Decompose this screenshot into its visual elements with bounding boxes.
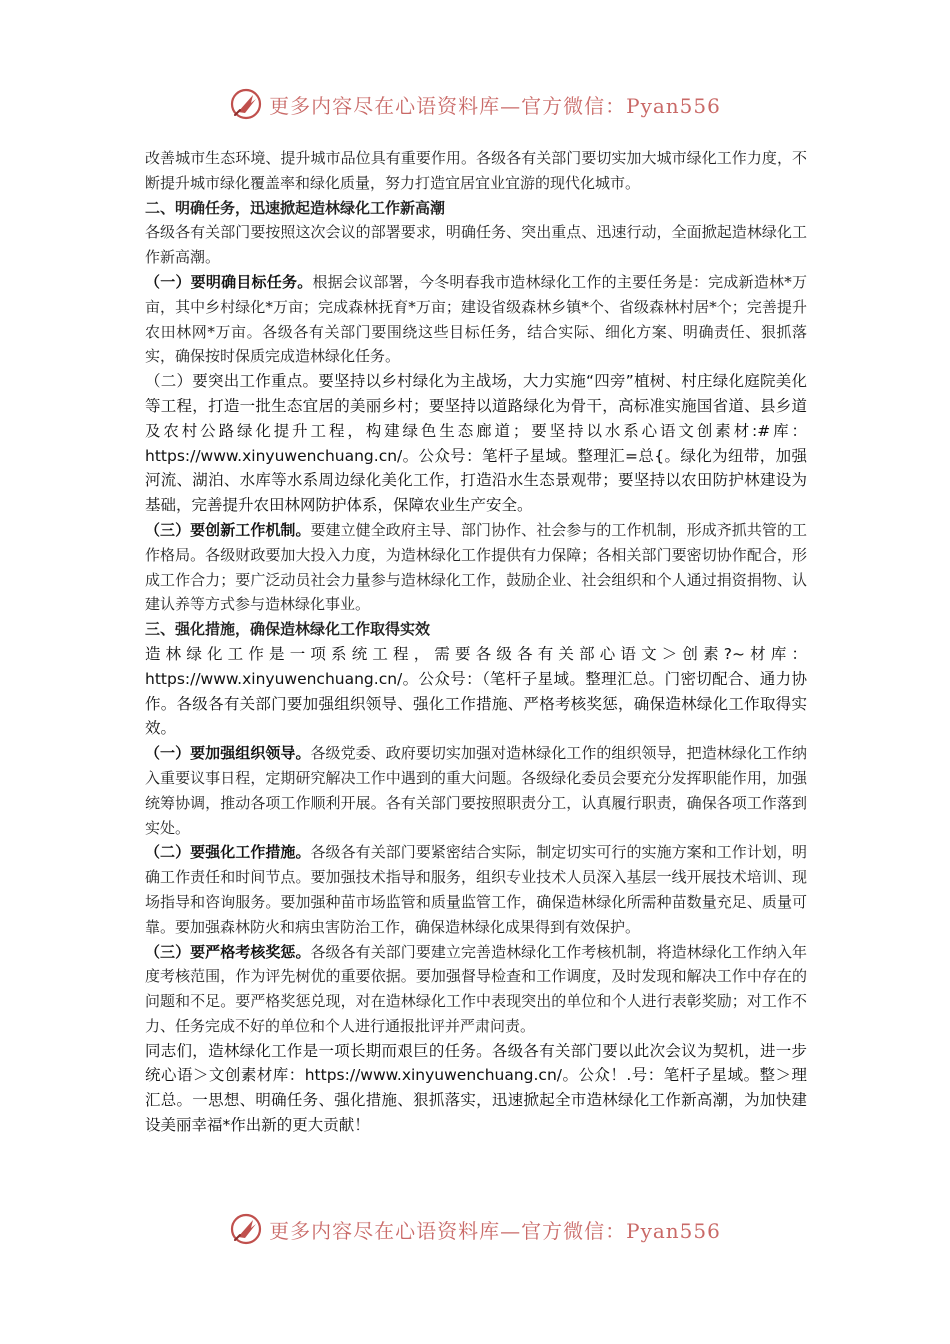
paragraph-item-3-3 xyxy=(145,940,807,1039)
item-3-2-text: 各级各有关部门要紧密结合实际，制定切实可行的实施方案和工作计划，明确工作责任和时间节点。要加强技术指导和服务，组织专业技术人员深入基层一线开展技术培训、现场指导和咨询服务。要加强种苗市场监管和质量监管工作，确保造林绿化所需种苗数量充足、质量可靠。要加强森林防火和病虫害防治工作，确保造林绿化成果得到有效保护。 xyxy=(145,843,807,936)
document-body xyxy=(145,146,807,1138)
header-banner-text: 更多内容尽在心语资料库—官方微信：Pyan556 xyxy=(269,93,721,118)
paragraph-item-3-2 xyxy=(145,840,807,939)
paragraph-item-3-1 xyxy=(145,741,807,840)
paragraph-item-2-3 xyxy=(145,518,807,617)
item-2-3-lead: （三）要创新工作机制。 xyxy=(145,520,311,539)
footer-banner xyxy=(0,1211,950,1247)
quill-logo-icon xyxy=(229,87,263,121)
paragraph-section2-intro: 各级各有关部门要按照这次会议的部署要求，明确任务、突出重点、迅速行动，全面掀起造林绿化工作新高潮。 xyxy=(145,223,807,267)
quill-logo-icon xyxy=(229,1212,263,1246)
item-3-2-lead: （二）要强化工作措施。 xyxy=(145,843,311,862)
footer-banner-text: 更多内容尽在心语资料库—官方微信：Pyan556 xyxy=(269,1218,721,1243)
paragraph-section3-intro: 造林绿化工作是一项系统工程，需要各级各有关部心语文＞创素?~材库：https://www.xinyuwenchuang.cn/。公众号：（笔杆子星域。整理汇总。门密切配合、通力协作。各级各有关部门要加强组织领导、强化工作措施、严格考核奖惩，确保造林绿化工作取得实效。 xyxy=(145,644,807,738)
paragraph-intro: 改善城市生态环境、提升城市品位具有重要作用。各级各有关部门要切实加大城市绿化工作力度，不断提升城市绿化覆盖率和绿化质量，努力打造宜居宜业宜游的现代化城市。 xyxy=(145,149,807,192)
item-2-1-text: 根据会议部署，今冬明春我市造林绿化工作的主要任务是：完成新造林*万亩，其中乡村绿化*万亩；完成森林抚育*万亩；建设省级森林乡镇*个、省级森林村居*个；完善提升农田林网*万亩。各级各有关部门要围绕这些目标任务，结合实际、细化方案、明确责任、狠抓落实，确保按时保质完成造林绿化任务。 xyxy=(145,272,807,366)
item-3-3-lead: （三）要严格考核奖惩。 xyxy=(145,942,311,961)
header-banner xyxy=(0,86,950,122)
item-2-3-text: 要建立健全政府主导、部门协作、社会参与的工作机制，形成齐抓共管的工作格局。各级财政要加大投入力度，为造林绿化工作提供有力保障；各相关部门要密切协作配合，形成工作合力；要广泛动员社会力量参与造林绿化工作，鼓励企业、社会组织和个人通过捐资捐物、认建认养等方式参与造林绿化事业。 xyxy=(145,520,807,614)
paragraph-closing: 同志们，造林绿化工作是一项长期而艰巨的任务。各级各有关部门要以此次会议为契机，进一步统心语＞文创素材库：https://www.xinyuwenchuang.cn/。公众！.号：笔杆子星域。整＞理汇总。一思想、明确任务、强化措施、狠抓落实，迅速掀起全市造林绿化工作新高潮，为加快建设美丽幸福*作出新的更大贡献！ xyxy=(145,1041,807,1135)
item-3-1-text: 各级党委、政府要切实加强对造林绿化工作的组织领导，把造林绿化工作纳入重要议事日程，定期研究解决工作中遇到的重大问题。各级绿化委员会要充分发挥职能作用，加强统筹协调，推动各项工作顺利开展。各有关部门要按照职责分工，认真履行职责，确保各项工作落到实处。 xyxy=(145,744,807,837)
item-2-1-lead: （一）要明确目标任务。 xyxy=(145,272,313,291)
paragraph-item-2-1 xyxy=(145,270,807,369)
paragraph-item-2-2: （二）要突出工作重点。要坚持以乡村绿化为主战场，大力实施“四旁”植树、村庄绿化庭院美化等工程，打造一批生态宜居的美丽乡村；要坚持以道路绿化为骨干，高标准实施国省道、县乡道及农村公路绿化提升工程，构建绿色生态廊道；要坚持以水系心语文创素材:#库：https://www.xinyuwenchuang.cn/。公众号：笔杆子星域。整理汇=总{。绿化为纽带，加强河流、湖泊、水库等水系周边绿化美化工作，打造沿水生态景观带；要坚持以农田防护林建设为基础，完善提升农田林网防护体系，保障农业生产安全。 xyxy=(145,372,807,515)
item-3-3-text: 各级各有关部门要建立完善造林绿化工作考核机制，将造林绿化工作纳入年度考核范围，作为评先树优的重要依据。要加强督导检查和工作调度，及时发现和解决工作中存在的问题和不足。要严格奖惩兑现，对在造林绿化工作中表现突出的单位和个人进行表彰奖励；对工作不力、任务完成不好的单位和个人进行通报批评并严肃问责。 xyxy=(145,942,807,1035)
section-heading-3: 三、强化措施，确保造林绿化工作取得实效 xyxy=(145,620,431,639)
section-heading-2: 二、明确任务，迅速掀起造林绿化工作新高潮 xyxy=(145,198,446,217)
item-3-1-lead: （一）要加强组织领导。 xyxy=(145,744,311,763)
